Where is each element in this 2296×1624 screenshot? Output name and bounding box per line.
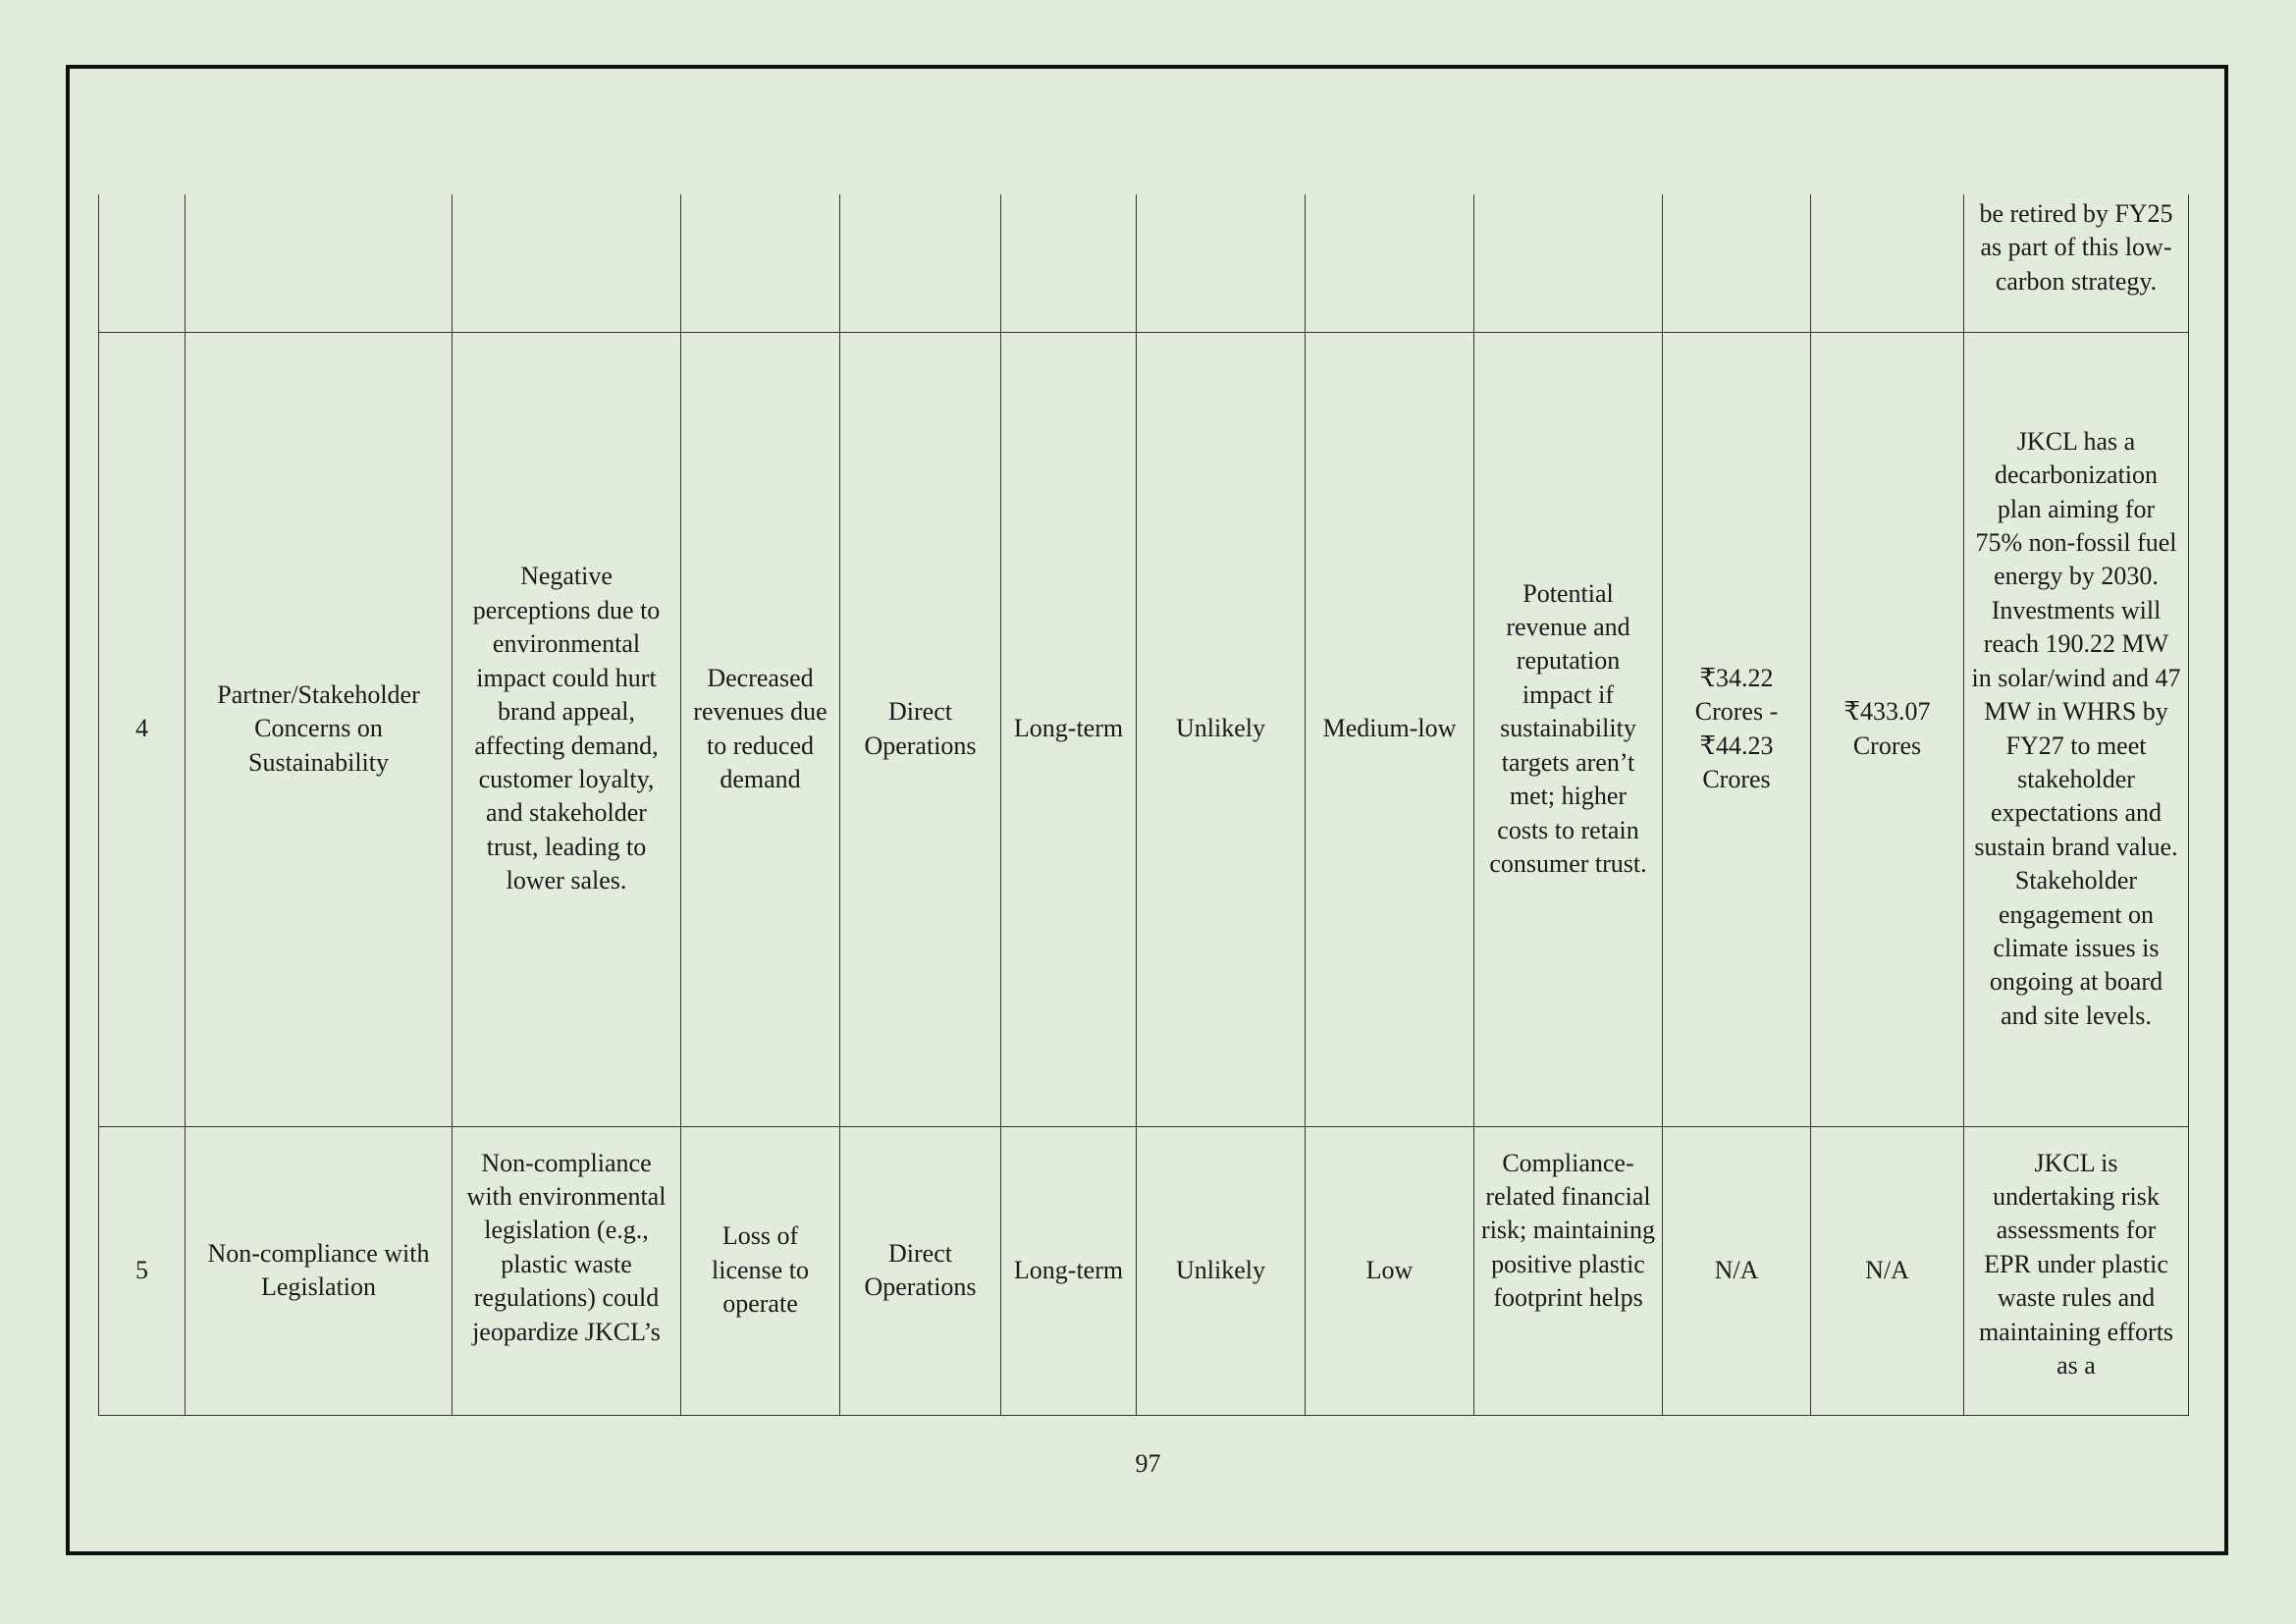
- cell-magnitude: [1306, 194, 1474, 332]
- cell-no: 4: [99, 332, 186, 1126]
- cell-impact: Loss of license to operate: [681, 1126, 840, 1415]
- page-number: 97: [1135, 1449, 1161, 1478]
- cell-magnitude: Medium-low: [1306, 332, 1474, 1126]
- cell-response-cost: N/A: [1811, 1126, 1964, 1415]
- cell-likelihood: Unlikely: [1137, 332, 1306, 1126]
- table-row-continuation: [99, 194, 2189, 332]
- cell-description: [453, 194, 681, 332]
- cell-time-horizon: Long-term: [1001, 332, 1137, 1126]
- cell-description: Negative perceptions due to environmental impact could hurt brand appeal, affecting demand, customer loyalty, and stakeholder trust, leading to lower sales.: [453, 332, 681, 1126]
- cell-risk: Partner/Stakeholder Concerns on Sustainability: [186, 332, 453, 1126]
- cell-value-chain: Direct Operations: [840, 332, 1001, 1126]
- cell-impact: [681, 194, 840, 332]
- cell-description: [453, 1126, 681, 1415]
- cell-financial-effect: [1474, 194, 1663, 332]
- cell-financial-effect-text: Compliance-related financial risk; maintaining positive plastic footprint helps: [1481, 1148, 1655, 1313]
- cell-risk: [186, 194, 453, 332]
- table-row: [99, 1126, 2189, 1415]
- cell-time-horizon: Long-term: [1001, 1126, 1137, 1415]
- cell-mitigation: be retired by FY25 as part of this low-carbon strategy.: [1964, 194, 2189, 332]
- cell-likelihood: [1137, 194, 1306, 332]
- cell-financial-impact: [1663, 194, 1811, 332]
- cell-no: [99, 194, 186, 332]
- cell-financial-impact: ₹34.22 Crores - ₹44.23 Crores: [1663, 332, 1811, 1126]
- cell-financial-effect: [1474, 1126, 1663, 1415]
- cell-magnitude: Low: [1306, 1126, 1474, 1415]
- cell-time-horizon: [1001, 194, 1137, 332]
- cell-mitigation: JKCL has a decarbonization plan aiming for 75% non-fossil fuel energy by 2030. Investments will reach 190.22 MW in solar/wind and 47 MW in WHRS by FY27 to meet stakeholder expectations and sustain brand value. Stakeholder engagement on climate issues is ongoing at board and site levels.: [1964, 332, 2189, 1126]
- cell-risk: Non-compliance with Legislation: [186, 1126, 453, 1415]
- cell-value-chain: Direct Operations: [840, 1126, 1001, 1415]
- table-row: [99, 332, 2189, 1126]
- cell-response-cost: ₹433.07 Crores: [1811, 332, 1964, 1126]
- cell-likelihood: Unlikely: [1137, 1126, 1306, 1415]
- cell-mitigation-text: JKCL is undertaking risk assessments for EPR under plastic waste rules and maintaining efforts as a: [1978, 1148, 2174, 1380]
- cell-impact: Decreased revenues due to reduced demand: [681, 332, 840, 1126]
- cell-no: 5: [99, 1126, 186, 1415]
- climate-risk-table: [98, 194, 2189, 1416]
- cell-mitigation: [1964, 1126, 2189, 1415]
- cell-financial-impact: N/A: [1663, 1126, 1811, 1415]
- cell-description-text: Non-compliance with environmental legislation (e.g., plastic waste regulations) could jeopardize JKCL’s: [466, 1148, 667, 1346]
- cell-value-chain: [840, 194, 1001, 332]
- cell-financial-effect: Potential revenue and reputation impact if sustainability targets aren’t met; higher costs to retain consumer trust.: [1474, 332, 1663, 1126]
- cell-response-cost: [1811, 194, 1964, 332]
